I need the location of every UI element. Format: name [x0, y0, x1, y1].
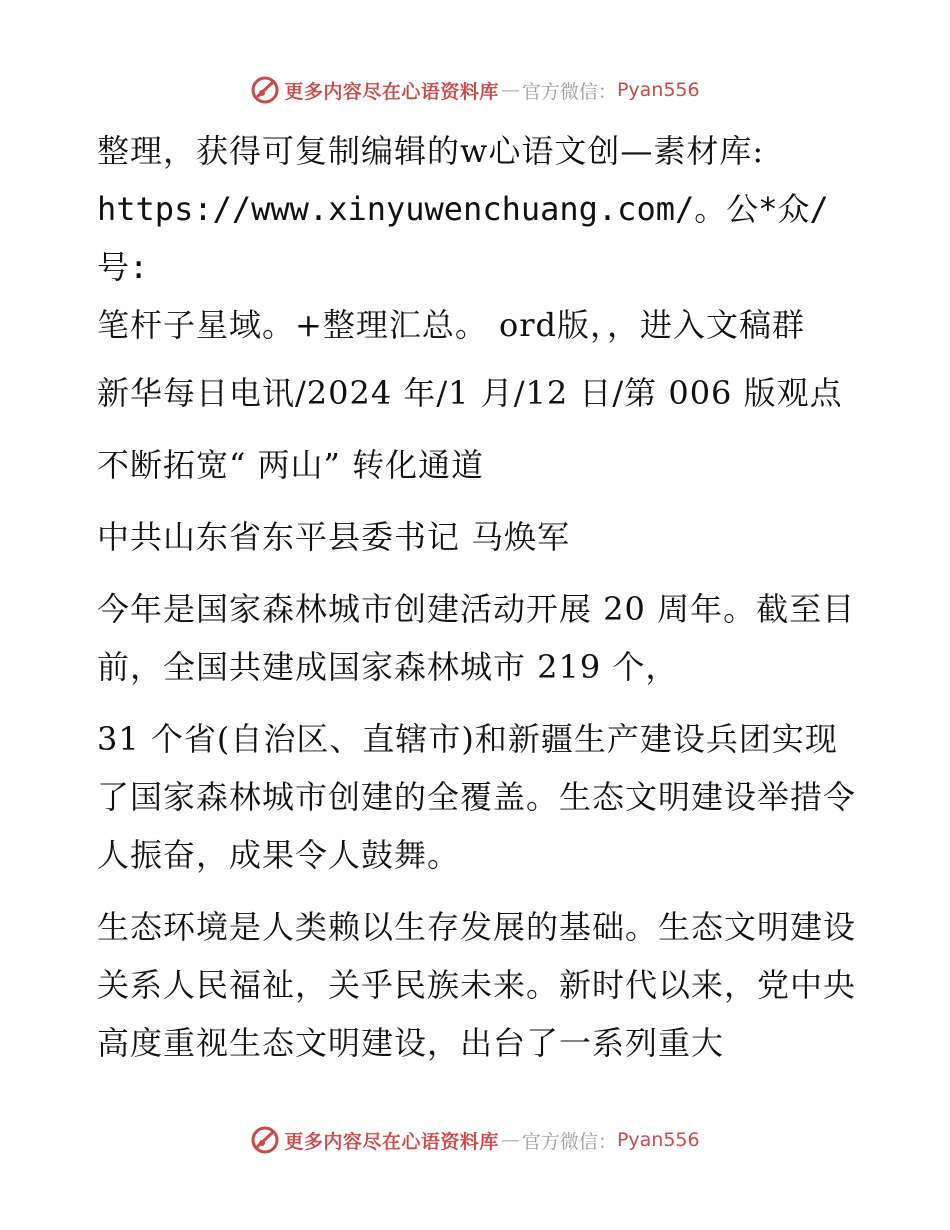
watermark-dash: — — [500, 1129, 520, 1151]
source-line: 新华每日电讯/2024 年/1 月/12 日/第 006 版观点 — [97, 374, 843, 412]
intro-line-1: 整理，获得可复制编辑的w心语文创—素材库: — [97, 132, 765, 170]
footer-watermark — [0, 1120, 950, 1160]
watermark-text: 更多内容尽在心语资料库 — [284, 80, 499, 103]
paragraph-1: 今年是国家森林城市创建活动开展 20 周年。截至目前，全国共建成国家森林城市 219 个， — [97, 590, 856, 686]
watermark-text: 更多内容尽在心语资料库 — [284, 1130, 499, 1153]
intro-line-3: 笔杆子星域。+整理汇总。 ord版，，进入文稿群 — [97, 306, 806, 344]
paragraph-2: 31 个省(自治区、直辖市)和新疆生产建设兵团实现了国家森林城市创建的全覆盖。生态文明建设举措令人振奋，成果令人鼓舞。 — [97, 720, 857, 874]
article-title: 不断拓宽“ 两山” 转化通道 — [97, 446, 485, 484]
watermark-id: Pyan556 — [616, 79, 700, 101]
watermark-label: 官方微信： — [521, 80, 617, 103]
document-body — [97, 122, 857, 1072]
watermark-label: 官方微信： — [521, 1130, 617, 1153]
paragraph-3: 生态环境是人类赖以生存发展的基础。生态文明建设关系人民福祉，关乎民族未来。新时代以来，党中央高度重视生态文明建设，出台了一系列重大 — [97, 908, 857, 1062]
header-watermark — [0, 70, 950, 110]
watermark-id: Pyan556 — [616, 1129, 700, 1151]
logo-icon — [250, 75, 280, 105]
article-author: 中共山东省东平县委书记 马焕军 — [97, 518, 571, 556]
logo-icon — [250, 1125, 280, 1155]
intro-line-2: https://www.xinyuwenchuang.com/。公*众/号: — [97, 190, 829, 286]
watermark-dash: — — [500, 79, 520, 101]
